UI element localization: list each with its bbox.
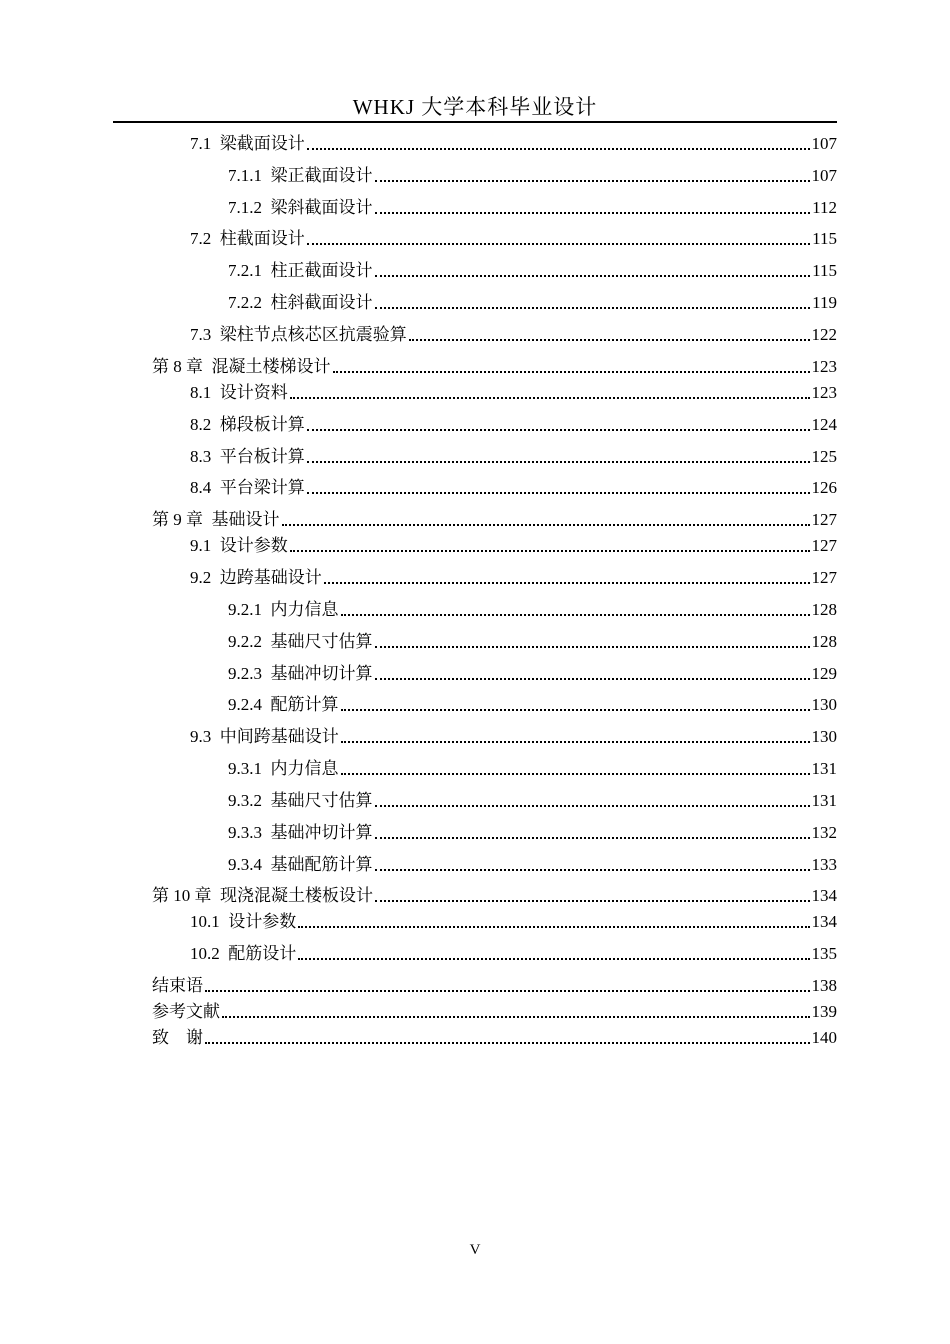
toc-entry-label (190, 446, 305, 468)
toc-entry-title: 配筋计算 (270, 695, 339, 714)
toc-entry-page: 125 (811, 447, 837, 466)
toc-entry-label (152, 885, 373, 907)
toc-entry[interactable] (190, 941, 837, 965)
toc-entry-number: 8.1 (190, 383, 212, 402)
toc-entry-title: 设计资料 (219, 383, 288, 402)
page-header-title: WHKJ 大学本科毕业设计 (352, 95, 598, 119)
toc-dot-leader (341, 614, 810, 616)
toc-entry-number: 7.2.1 (228, 261, 262, 280)
toc-dot-leader (205, 990, 810, 992)
toc-entry-label (228, 854, 373, 876)
toc-entry-label (190, 133, 305, 155)
toc-entry[interactable] (190, 131, 837, 155)
toc-entry-label (190, 382, 288, 404)
toc-entry-number: 7.1.2 (228, 198, 262, 217)
toc-dot-leader (375, 275, 811, 277)
toc-entry-title: 梯段板计算 (219, 415, 305, 434)
toc-dot-leader (298, 958, 809, 960)
toc-dot-leader (375, 212, 811, 214)
toc-entry-label (228, 631, 373, 653)
toc-entry-page: 139 (811, 1002, 837, 1021)
toc-entry[interactable] (228, 258, 837, 282)
toc-entry-page: 130 (811, 695, 837, 714)
toc-dot-leader (375, 307, 811, 309)
toc-dot-leader (324, 582, 810, 584)
toc-entry-page: 126 (811, 478, 837, 497)
toc-entry-page: 115 (812, 229, 837, 248)
toc-entry[interactable] (190, 380, 837, 404)
toc-entry-number: 7.2 (190, 229, 212, 248)
toc-entry-title: 基础冲切计算 (270, 823, 373, 842)
toc-entry-label (228, 758, 339, 780)
toc-dot-leader (307, 461, 810, 463)
toc-entry-number: 9.2.2 (228, 632, 262, 651)
toc-dot-leader (205, 1042, 810, 1044)
toc-entry-page: 134 (811, 886, 837, 905)
toc-entry-label (228, 694, 339, 716)
toc-entry[interactable] (228, 852, 837, 876)
toc-dot-leader (341, 709, 810, 711)
toc-entry-title: 基础配筋计算 (270, 855, 373, 874)
toc-entry-number: 10.1 (190, 912, 220, 931)
toc-entry[interactable] (190, 412, 837, 436)
toc-entry-page: 127 (811, 510, 837, 529)
toc-entry[interactable] (228, 661, 837, 685)
toc-entry-page: 127 (811, 568, 837, 587)
toc-entry-number: 7.2.2 (228, 293, 262, 312)
toc-entry-number: 9.2.3 (228, 664, 262, 683)
toc-entry-page: 130 (811, 727, 837, 746)
toc-entry-label (190, 535, 288, 557)
toc-entry-number: 第 9 章 (152, 510, 203, 529)
toc-entry-title: 配筋设计 (228, 944, 297, 963)
toc-entry-page: 107 (811, 134, 837, 153)
toc-entry[interactable] (228, 788, 837, 812)
toc-entry-label (228, 197, 373, 219)
toc-dot-leader (307, 243, 810, 245)
toc-entry-page: 132 (811, 823, 837, 842)
toc-dot-leader (333, 371, 810, 373)
toc-entry-label (152, 509, 280, 531)
toc-entry-page: 115 (812, 261, 837, 280)
toc-entry-label (190, 911, 296, 933)
toc-entry-label (152, 356, 331, 378)
toc-entry-title: 基础冲切计算 (270, 664, 373, 683)
toc-entry-title: 结束语 (152, 976, 203, 995)
toc-entry[interactable] (228, 195, 837, 219)
toc-entry-title: 梁截面设计 (219, 134, 305, 153)
toc-entry[interactable] (190, 724, 837, 748)
toc-entry-page: 122 (811, 325, 837, 344)
toc-entry-title: 基础尺寸估算 (270, 791, 373, 810)
toc-entry-page: 131 (811, 791, 837, 810)
toc-dot-leader (409, 339, 810, 341)
toc-entry-label (190, 567, 322, 589)
toc-entry-number: 9.3 (190, 727, 212, 746)
toc-entry-label (190, 477, 305, 499)
toc-entry-number: 9.2.1 (228, 600, 262, 619)
toc-entry[interactable] (228, 163, 837, 187)
toc-entry-label (190, 726, 339, 748)
toc-entry[interactable] (190, 226, 837, 250)
toc-entry-label (228, 292, 373, 314)
toc-entry-page: 112 (812, 198, 837, 217)
toc-entry-label (228, 599, 339, 621)
toc-entry-title: 基础尺寸估算 (270, 632, 373, 651)
toc-dot-leader (307, 148, 810, 150)
toc-entry[interactable] (152, 999, 837, 1023)
toc-dot-leader (307, 492, 810, 494)
toc-entry[interactable] (152, 1025, 837, 1049)
page-number: V (469, 1242, 481, 1258)
toc-dot-leader (290, 397, 810, 399)
toc-entry-page: 131 (811, 759, 837, 778)
toc-entry-number: 8.3 (190, 447, 212, 466)
toc-entry[interactable] (190, 533, 837, 557)
toc-entry[interactable] (152, 973, 837, 997)
toc-entry-label (190, 414, 305, 436)
toc-entry-page: 107 (811, 166, 837, 185)
toc-entry[interactable] (152, 883, 837, 907)
toc-entry-label (228, 260, 373, 282)
toc-entry[interactable] (228, 597, 837, 621)
toc-dot-leader (298, 926, 809, 928)
toc-entry-title: 现浇混凝土楼板设计 (220, 886, 373, 905)
toc-entry-number: 9.3.1 (228, 759, 262, 778)
toc-entry[interactable] (190, 475, 837, 499)
toc-entry-page: 128 (811, 632, 837, 651)
toc-entry-page: 123 (811, 383, 837, 402)
toc-dot-leader (222, 1016, 810, 1018)
toc-entry-label (190, 324, 407, 346)
toc-entry-title: 梁斜截面设计 (270, 198, 373, 217)
toc-entry-number: 9.3.3 (228, 823, 262, 842)
toc-entry-page: 134 (811, 912, 837, 931)
toc-entry-page: 119 (812, 293, 837, 312)
toc-entry-number: 9.2 (190, 568, 212, 587)
toc-entry-title: 中间跨基础设计 (219, 727, 339, 746)
toc-entry[interactable] (152, 507, 837, 531)
toc-entry-title: 设计参数 (219, 536, 288, 555)
toc-dot-leader (282, 524, 810, 526)
toc-dot-leader (375, 869, 810, 871)
toc-dot-leader (375, 837, 810, 839)
toc-entry-number: 7.1.1 (228, 166, 262, 185)
toc-dot-leader (375, 805, 810, 807)
toc-entry-title: 梁正截面设计 (270, 166, 373, 185)
toc-entry-label (152, 1001, 220, 1023)
toc-entry[interactable] (228, 629, 837, 653)
toc-entry-page: 129 (811, 664, 837, 683)
toc-entry-label (228, 822, 373, 844)
toc-entry-title: 梁柱节点核芯区抗震验算 (219, 325, 407, 344)
toc-entry-title: 内力信息 (270, 600, 339, 619)
toc-entry-number: 第 10 章 (152, 886, 212, 905)
toc-entry[interactable] (190, 909, 837, 933)
toc-entry-page: 133 (811, 855, 837, 874)
toc-entry-title: 参考文献 (152, 1002, 220, 1021)
toc-entry[interactable] (152, 354, 837, 378)
toc-entry-number: 8.2 (190, 415, 212, 434)
toc-entry[interactable] (190, 444, 837, 468)
toc-entry-number: 9.3.4 (228, 855, 262, 874)
toc-entry-page: 128 (811, 600, 837, 619)
toc-entry-number: 第 8 章 (152, 357, 203, 376)
toc-entry-number: 9.2.4 (228, 695, 262, 714)
toc-entry-label (152, 975, 203, 997)
toc-entry-page: 140 (811, 1028, 837, 1047)
toc-entry-title: 柱斜截面设计 (270, 293, 373, 312)
toc-entry-title: 平台梁计算 (219, 478, 305, 497)
toc-dot-leader (307, 429, 810, 431)
toc-dot-leader (375, 678, 810, 680)
toc-entry-number: 10.2 (190, 944, 220, 963)
toc-entry-title: 致 谢 (152, 1028, 203, 1047)
toc-entry-label (190, 228, 305, 250)
toc-entry-title: 混凝土楼梯设计 (211, 357, 331, 376)
toc-entry[interactable] (190, 322, 837, 346)
toc-entry-title: 平台板计算 (219, 447, 305, 466)
toc-entry-title: 柱正截面设计 (270, 261, 373, 280)
toc-entry-title: 柱截面设计 (219, 229, 305, 248)
toc-entry-page: 138 (811, 976, 837, 995)
toc-entry-number: 8.4 (190, 478, 212, 497)
toc-dot-leader (341, 773, 810, 775)
toc-entry-label (228, 663, 373, 685)
toc-entry-number: 9.3.2 (228, 791, 262, 810)
toc-entry[interactable] (228, 756, 837, 780)
toc-entry[interactable] (228, 820, 837, 844)
toc-entry-title: 边跨基础设计 (219, 568, 322, 587)
toc-entry-page: 127 (811, 536, 837, 555)
toc-entry-label (190, 943, 296, 965)
toc-entry[interactable] (190, 565, 837, 589)
toc-entry-label (228, 790, 373, 812)
toc-entry-title: 基础设计 (211, 510, 280, 529)
toc-dot-leader (375, 646, 810, 648)
toc-entry[interactable] (228, 692, 837, 716)
toc-entry-page: 123 (811, 357, 837, 376)
toc-dot-leader (341, 741, 810, 743)
toc-entry-number: 9.1 (190, 536, 212, 555)
toc-entry-label (228, 165, 373, 187)
toc-entry-label (152, 1027, 203, 1049)
toc-dot-leader (290, 550, 810, 552)
toc-entry-number: 7.1 (190, 134, 212, 153)
toc-entry-page: 124 (811, 415, 837, 434)
toc-dot-leader (375, 180, 810, 182)
toc-entry[interactable] (228, 290, 837, 314)
toc-entry-title: 设计参数 (228, 912, 297, 931)
toc-entry-number: 7.3 (190, 325, 212, 344)
toc-entry-title: 内力信息 (270, 759, 339, 778)
toc-entry-page: 135 (811, 944, 837, 963)
toc-dot-leader (375, 900, 810, 902)
